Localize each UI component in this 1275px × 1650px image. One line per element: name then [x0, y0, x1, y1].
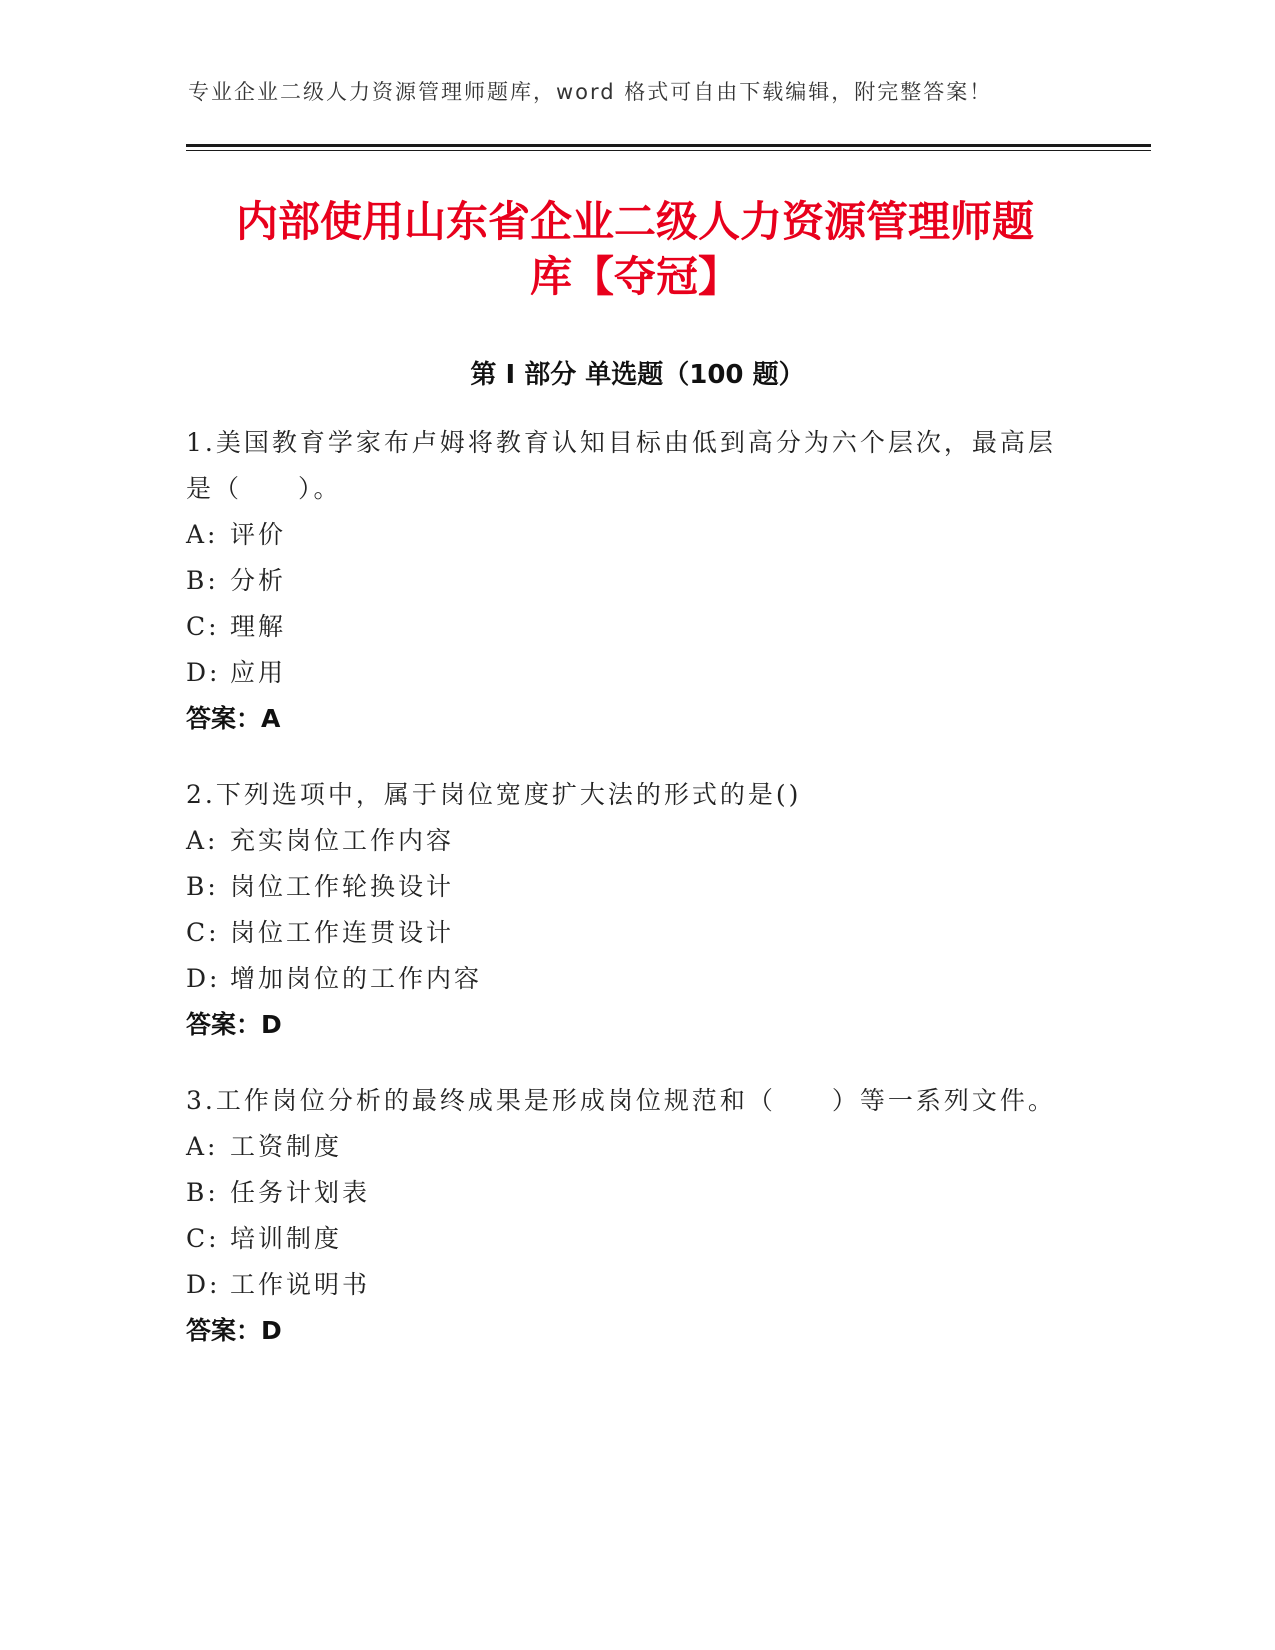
- option-text: 增加岗位的工作内容: [230, 964, 483, 993]
- option-text: 应用: [230, 658, 287, 687]
- option-key: C:: [186, 612, 220, 641]
- option-a: [186, 512, 1066, 558]
- option-d: [186, 1262, 1066, 1308]
- header-divider-thin: [186, 150, 1151, 151]
- option-b: [186, 864, 1066, 910]
- option-text: 充实岗位工作内容: [230, 826, 455, 855]
- option-d: [186, 956, 1066, 1002]
- option-b: [186, 558, 1066, 604]
- option-a: [186, 818, 1066, 864]
- option-text: 理解: [230, 612, 287, 641]
- option-b: [186, 1170, 1066, 1216]
- option-c: [186, 910, 1066, 956]
- option-text: 任务计划表: [230, 1178, 371, 1207]
- option-a: [186, 1124, 1066, 1170]
- answer: 答案：D: [186, 1316, 282, 1345]
- question-2: [186, 772, 1066, 1048]
- option-text: 岗位工作连贯设计: [230, 918, 455, 947]
- option-d: [186, 650, 1066, 696]
- document-title-line-1: 内部使用山东省企业二级人力资源管理师题: [235, 197, 1034, 246]
- option-key: C:: [186, 918, 220, 947]
- option-text: 岗位工作轮换设计: [230, 872, 455, 901]
- option-key: B:: [186, 566, 219, 595]
- header-note: 专业企业二级人力资源管理师题库，word 格式可自由下载编辑，附完整答案！: [188, 80, 993, 104]
- option-text: 工资制度: [230, 1132, 343, 1161]
- option-text: 培训制度: [230, 1224, 343, 1253]
- question-stem: 2.下列选项中，属于岗位宽度扩大法的形式的是(): [186, 780, 802, 809]
- question-3: [186, 1078, 1066, 1354]
- option-text: 分析: [230, 566, 287, 595]
- option-text: 工作说明书: [230, 1270, 371, 1299]
- option-key: D:: [186, 1270, 221, 1299]
- header-divider-thick: [186, 144, 1151, 147]
- option-key: D:: [186, 658, 221, 687]
- option-text: 评价: [230, 520, 287, 549]
- answer: 答案：D: [186, 1010, 282, 1039]
- option-key: A:: [186, 826, 219, 855]
- option-c: [186, 1216, 1066, 1262]
- option-key: D:: [186, 964, 221, 993]
- answer: 答案：A: [186, 704, 281, 733]
- document-title: [170, 194, 1100, 304]
- question-stem: 3.工作岗位分析的最终成果是形成岗位规范和（ ）等一系列文件。: [186, 1086, 1056, 1115]
- option-key: B:: [186, 1178, 219, 1207]
- question-1: [186, 420, 1066, 742]
- question-stem: 1.美国教育学家布卢姆将教育认知目标由低到高分为六个层次，最高层是（ ）。: [186, 428, 1056, 503]
- document-title-line-2: 库【夺冠】: [529, 252, 740, 301]
- option-c: [186, 604, 1066, 650]
- option-key: B:: [186, 872, 219, 901]
- section-title: 第 I 部分 单选题（100 题）: [470, 360, 805, 390]
- option-key: A:: [186, 520, 219, 549]
- option-key: A:: [186, 1132, 219, 1161]
- option-key: C:: [186, 1224, 220, 1253]
